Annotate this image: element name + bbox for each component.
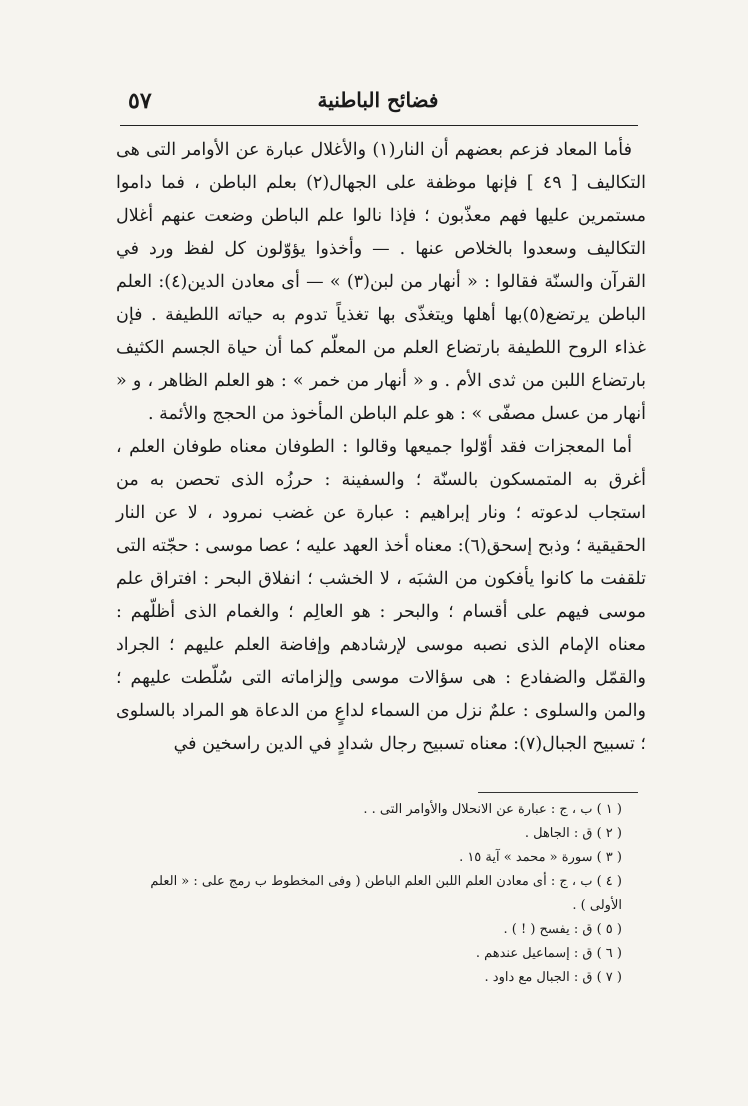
paragraph: فأما المعاد فزعم بعضهم أن النار(١) والأغلال عبارة عن الأوامر التى هى التكاليف [ ٤٩ ] فإنها موظفة على الجهال(٢) بعلم الباطن ، فما داموا مستمرين عليها فهم معذّبون ؛ فإذا نالوا علم الباطن وضعت عنهم أغلال التكاليف وسعدوا بالخلاص عنها . — وأخذوا يؤوّلون كل لفظ ورد في القرآن والسنّة فقالوا : « أنهار من لبن(٣) » — أى معادن الدين(٤): العلم الباطن يرتضع(٥)بها أهلها ويتغذّى بها تغذياً تدوم به حياته اللطيفة . فإن غذاء الروح اللطيفة بارتضاع العلم من المعلّم كما أن حياة الجسم الكثيف بارتضاع اللبن من ثدى الأم . و « أنهار من خمر » : هو العلم الظاهر ، و « أنهار من عسل مصفّى » : هو علم الباطن المأخوذ من الحجج والأئمة . [116,140,647,424]
footnote: ( ٦ ) ق : إسماعيل عندهم . [475,946,622,961]
footnote: ( ٧ ) ق : الجبال مع داود . [484,970,622,985]
header-rule [120,125,638,126]
main-text [116,134,646,761]
footnote: ( ٣ ) سورة « محمد » آية ١٥ . [459,850,622,865]
page-header [118,84,638,120]
running-title: فضائح الباطنية [317,88,439,112]
page-number: ٥٧ [128,88,152,114]
paragraph: أما المعجزات فقد أوّلوا جميعها وقالوا : الطوفان معناه طوفان العلم ، أغرق به المتمسكون بالسنّة ؛ والسفينة : حرزُه الذى تحصن به من استجاب لدعوته ؛ ونار إبراهيم : عبارة عن غضب نمرود ، لا عن النار الحقيقية ؛ وذبح إسحق(٦): معناه أخذ العهد عليه ؛ عصا موسى : حجّته التى تلقفت ما كانوا يأفكون من الشبَه ، لا الخشب ؛ انفلاق البحر : افتراق علم موسى فيهم على أقسام ؛ والبحر : هو العالِم ؛ والغمام الذى أظلّهم : معناه الإمام الذى نصبه موسى لإرشادهم وإفاضة العلم عليهم ؛ الجراد والقمّل والضفادع : هى سؤالات موسى وإلزاماته التى سُلّطت عليهم ؛ والمن والسلوى : علمٌ نزل من السماء لداعٍ من الدعاة هو المراد بالسلوى ؛ تسبيح الجبال(٧): معناه تسبيح رجال شدادٍ في الدين راسخين في [116,437,647,754]
footnote: ( ١ ) ب ، ج : عبارة عن الانحلال والأوامر التى . . [363,802,622,817]
footnote-rule [478,792,638,793]
footnote: ( ٢ ) ق : الجاهل . [524,826,622,841]
footnotes [150,798,640,990]
footnote: ( ٤ ) ب ، ج : أى معادن العلم اللبن العلم الباطن ( وفى المخطوط ب رمج على : « العلم الأولى ) . [150,874,622,913]
footnote: ( ٥ ) ق : يفسح ( ! ) . [503,922,622,937]
